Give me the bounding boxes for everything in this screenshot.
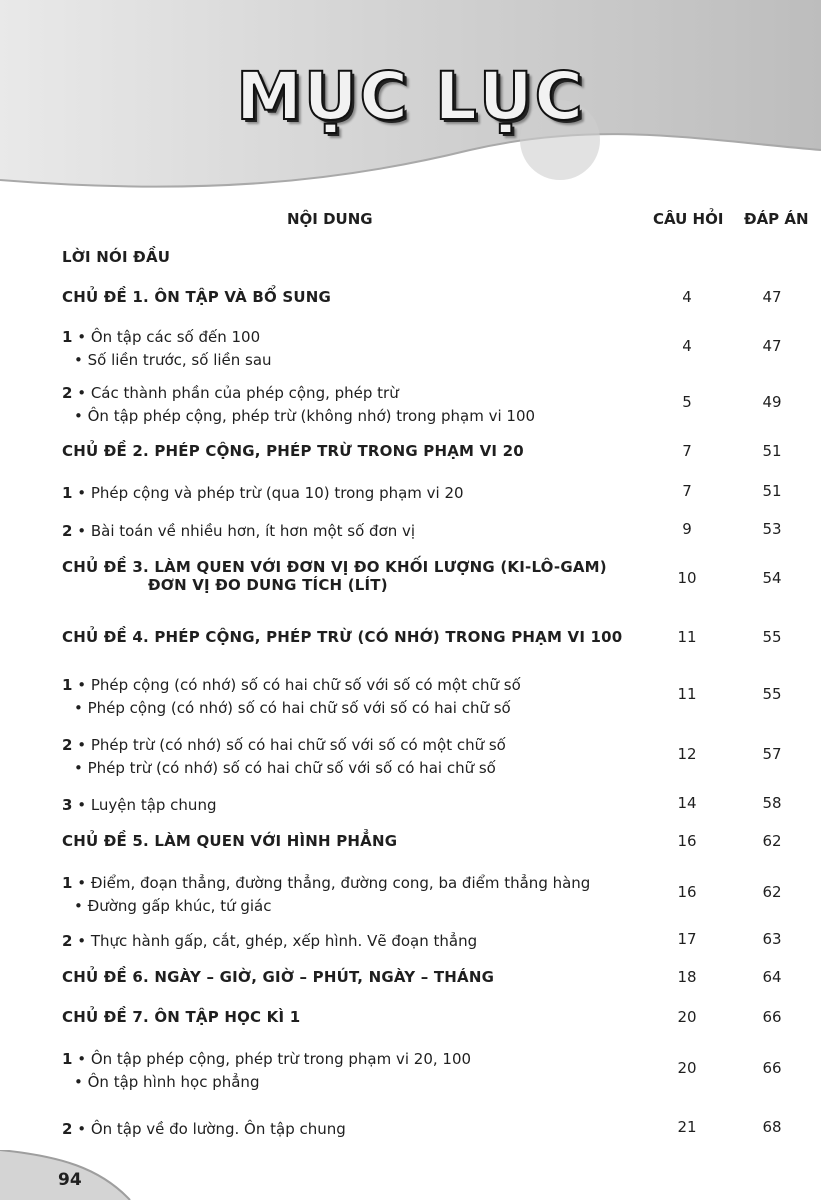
answer-page: 51 [762, 482, 782, 500]
answer-page: 62 [762, 883, 782, 901]
column-questions-header: CÂU HỎI [653, 210, 724, 228]
chapter-title-line: ĐƠN VỊ ĐO DUNG TÍCH (LÍT) [148, 576, 388, 594]
lesson-row [0, 1114, 821, 1154]
question-page: 16 [677, 832, 697, 850]
chapter-title [62, 288, 331, 306]
lesson-line: • Đường gấp khúc, tứ giác [74, 897, 272, 915]
lesson-title [62, 872, 590, 918]
chapter-row [0, 964, 821, 1004]
lesson-line: • Ôn tập phép cộng, phép trừ trong phạm vi 20, 100 [77, 1050, 472, 1068]
lesson-row [0, 1044, 821, 1114]
lesson-row [0, 378, 821, 438]
lesson-line: • Phép cộng (có nhớ) số có hai chữ số với số có hai chữ số [74, 699, 511, 717]
question-page: 11 [677, 628, 697, 646]
lesson-row [0, 516, 821, 554]
answer-page: 54 [762, 569, 782, 587]
lesson-number: 2 [62, 522, 73, 540]
lesson-number: 3 [62, 796, 73, 814]
answer-page: 62 [762, 832, 782, 850]
answer-page: 58 [762, 794, 782, 812]
answer-page: 55 [762, 628, 782, 646]
question-page: 12 [677, 745, 697, 763]
chapter-title [62, 628, 622, 646]
answer-page: 47 [762, 288, 782, 306]
lesson-row [0, 790, 821, 828]
lesson-line: • Ôn tập các số đến 100 [77, 328, 261, 346]
lesson-row [0, 926, 821, 964]
lesson-number: 1 [62, 328, 73, 346]
lesson-row [0, 670, 821, 730]
question-page: 16 [677, 883, 697, 901]
lesson-line: • Thực hành gấp, cắt, ghép, xếp hình. Vẽ đoạn thẳng [77, 932, 478, 950]
lesson-title [62, 674, 521, 720]
question-page: 5 [682, 393, 692, 411]
lesson-number: 1 [62, 874, 73, 892]
table-of-contents [0, 242, 821, 1154]
lesson-line: • Các thành phần của phép cộng, phép trừ [77, 384, 399, 402]
question-page: 20 [677, 1008, 697, 1026]
chapter-row [0, 624, 821, 670]
chapter-title-line: CHỦ ĐỀ 4. PHÉP CỘNG, PHÉP TRỪ (CÓ NHỚ) TRONG PHẠM VI 100 [62, 628, 623, 646]
question-page: 18 [677, 968, 697, 986]
answer-page: 57 [762, 745, 782, 763]
lesson-line: • Ôn tập về đo lường. Ôn tập chung [77, 1120, 346, 1138]
table-header [0, 210, 821, 234]
question-page: 4 [682, 288, 692, 306]
lesson-line: • Phép trừ (có nhớ) số có hai chữ số với số có một chữ số [77, 736, 506, 754]
lesson-number: 2 [62, 736, 73, 754]
answer-page: 66 [762, 1008, 782, 1026]
answer-page: 63 [762, 930, 782, 948]
chapter-row [0, 554, 821, 624]
chapter-title [62, 442, 524, 460]
chapter-row [0, 828, 821, 868]
lesson-title [62, 794, 216, 817]
lesson-title [62, 734, 506, 780]
page-number: 94 [58, 1170, 82, 1190]
lesson-title [62, 1048, 471, 1094]
chapter-row [0, 438, 821, 478]
lesson-number: 2 [62, 932, 73, 950]
answer-page: 53 [762, 520, 782, 538]
lesson-number: 1 [62, 1050, 73, 1068]
lesson-line: • Phép cộng và phép trừ (qua 10) trong phạm vi 20 [77, 484, 464, 502]
question-page: 7 [682, 442, 692, 460]
chapter-title [62, 832, 397, 850]
lesson-title [62, 520, 415, 543]
lesson-number: 2 [62, 384, 73, 402]
lesson-line: • Ôn tập phép cộng, phép trừ (không nhớ) trong phạm vi 100 [74, 407, 536, 425]
answer-page: 51 [762, 442, 782, 460]
lesson-line: • Bài toán về nhiều hơn, ít hơn một số đơn vị [77, 522, 416, 540]
chapter-title-line: CHỦ ĐỀ 2. PHÉP CỘNG, PHÉP TRỪ TRONG PHẠM VI 20 [62, 442, 524, 460]
question-page: 17 [677, 930, 697, 948]
question-page: 20 [677, 1059, 697, 1077]
chapter-title [62, 558, 607, 594]
lesson-line: • Luyện tập chung [77, 796, 217, 814]
chapter-title-line: CHỦ ĐỀ 7. ÔN TẬP HỌC KÌ 1 [62, 1008, 301, 1026]
question-page: 21 [677, 1118, 697, 1136]
lesson-number: 2 [62, 1120, 73, 1138]
answer-page: 55 [762, 685, 782, 703]
preface-label: LỜI NÓI ĐẦU [62, 248, 171, 266]
chapter-title-line: CHỦ ĐỀ 6. NGÀY – GIỜ, GIỜ – PHÚT, NGÀY – THÁNG [62, 968, 495, 986]
lesson-line: • Số liền trước, số liền sau [74, 351, 272, 369]
lesson-row [0, 322, 821, 378]
answer-page: 68 [762, 1118, 782, 1136]
lesson-line: • Phép cộng (có nhớ) số có hai chữ số với số có một chữ số [77, 676, 521, 694]
answer-page: 66 [762, 1059, 782, 1077]
chapter-title-line: CHỦ ĐỀ 3. LÀM QUEN VỚI ĐƠN VỊ ĐO KHỐI LƯỢNG (KI-LÔ-GAM) [62, 558, 607, 576]
lesson-row [0, 868, 821, 926]
lesson-title [62, 382, 535, 428]
chapter-row [0, 282, 821, 322]
chapter-title [62, 1008, 300, 1026]
chapter-title-line: CHỦ ĐỀ 1. ÔN TẬP VÀ BỔ SUNG [62, 288, 332, 306]
page-title: MỤC LỤC [236, 58, 585, 135]
lesson-number: 1 [62, 484, 73, 502]
chapter-row [0, 1004, 821, 1044]
lesson-row [0, 730, 821, 790]
question-page: 14 [677, 794, 697, 812]
question-page: 10 [677, 569, 697, 587]
lesson-title [62, 326, 272, 372]
lesson-number: 1 [62, 676, 73, 694]
question-page: 7 [682, 482, 692, 500]
column-content-header: NỘI DUNG [287, 210, 373, 228]
answer-page: 64 [762, 968, 782, 986]
title-banner [0, 0, 821, 200]
lesson-title [62, 482, 464, 505]
question-page: 4 [682, 337, 692, 355]
page-corner-wave [0, 1150, 200, 1200]
lesson-title [62, 1118, 346, 1141]
preface-row [0, 242, 821, 282]
lesson-line: • Điểm, đoạn thẳng, đường thẳng, đường cong, ba điểm thẳng hàng [77, 874, 591, 892]
lesson-line: • Phép trừ (có nhớ) số có hai chữ số với số có hai chữ số [74, 759, 496, 777]
question-page: 9 [682, 520, 692, 538]
lesson-row [0, 478, 821, 516]
chapter-title-line: CHỦ ĐỀ 5. LÀM QUEN VỚI HÌNH PHẲNG [62, 832, 398, 850]
answer-page: 47 [762, 337, 782, 355]
column-answers-header: ĐÁP ÁN [744, 210, 809, 228]
chapter-title [62, 968, 494, 986]
question-page: 11 [677, 685, 697, 703]
lesson-title [62, 930, 477, 953]
answer-page: 49 [762, 393, 782, 411]
lesson-line: • Ôn tập hình học phẳng [74, 1073, 260, 1091]
